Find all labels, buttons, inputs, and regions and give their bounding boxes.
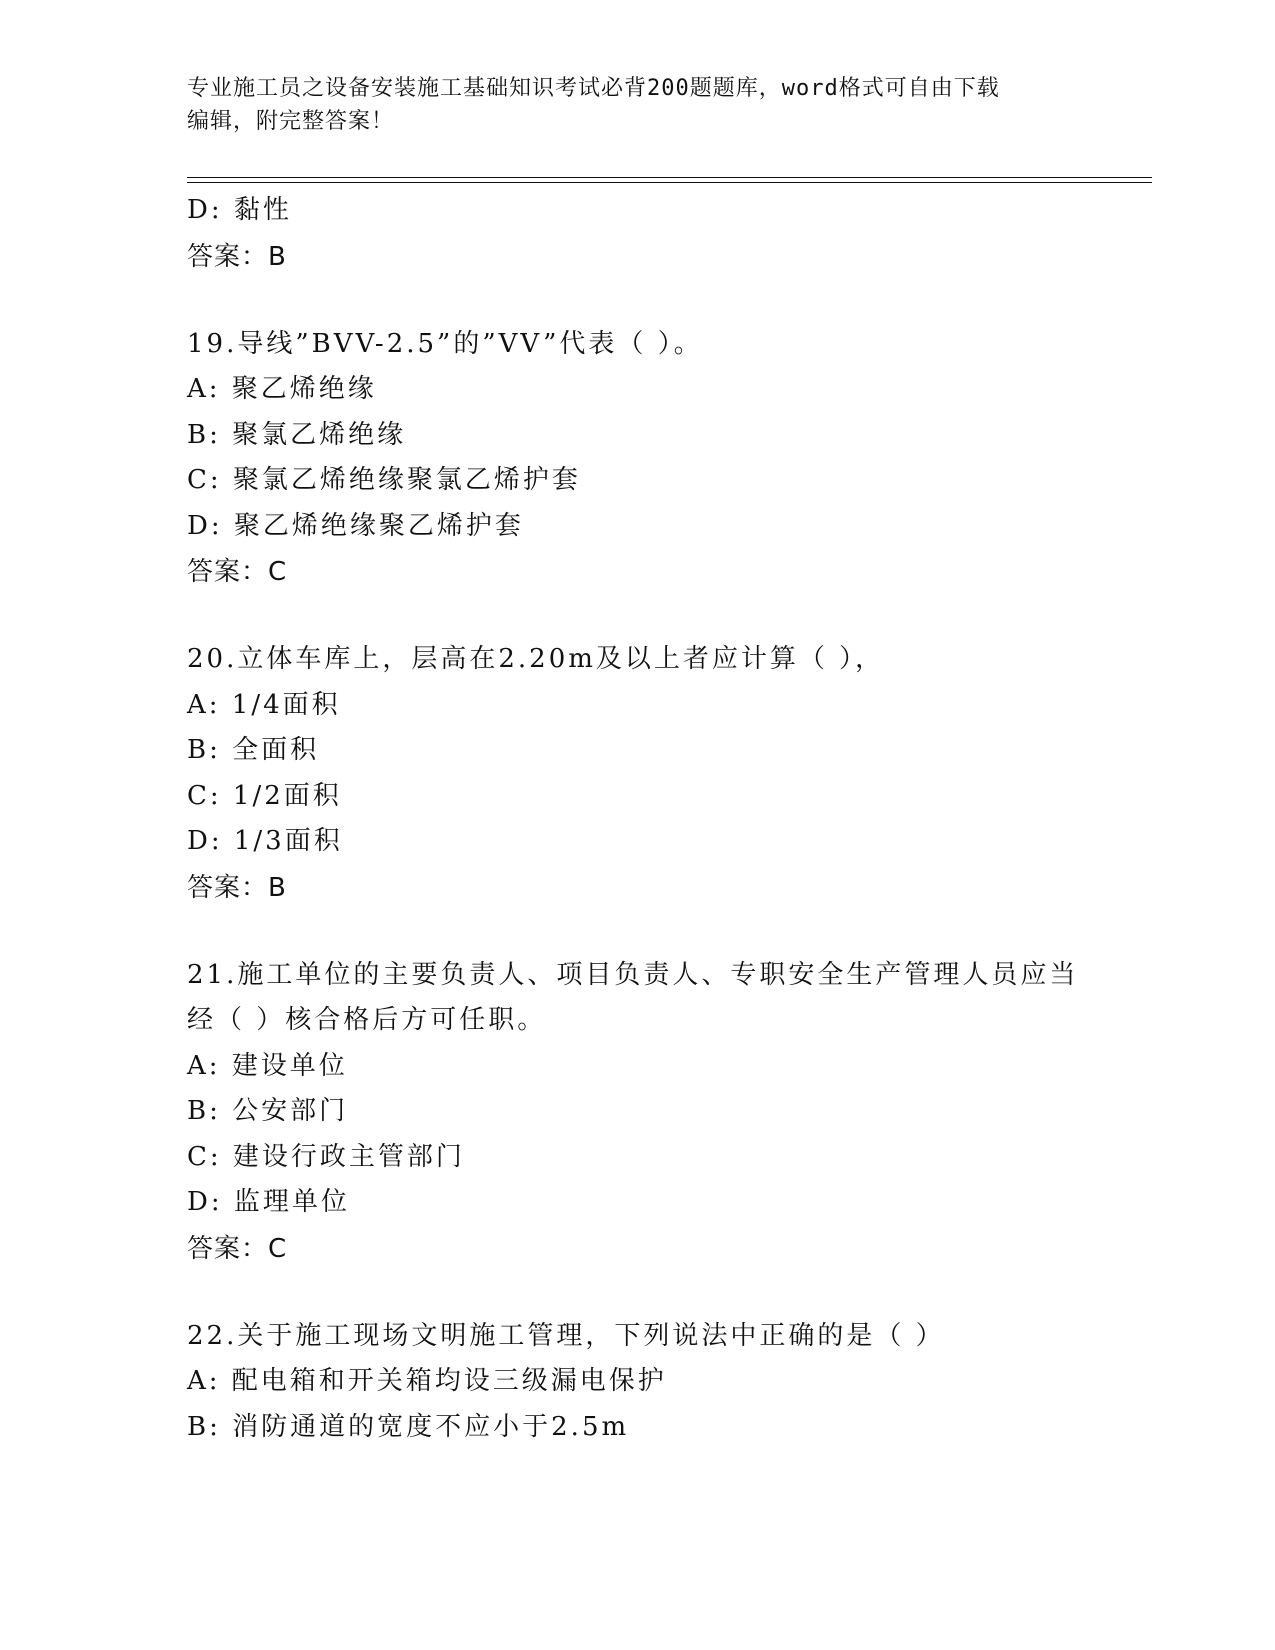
header-divider-top	[187, 177, 1152, 178]
header-title-line-1: 专业施工员之设备安装施工基础知识考试必背200题题库，word格式可自由下载	[187, 76, 1000, 101]
answer-label: 答案：C	[187, 1233, 288, 1264]
option-b: B: 消防通道的宽度不应小于2.5m	[187, 1411, 630, 1442]
document-header	[187, 72, 1087, 138]
option-a: A: 建设单位	[187, 1050, 348, 1081]
answer-label: 答案：B	[187, 872, 287, 903]
option-b: B: 聚氯乙烯绝缘	[187, 419, 407, 450]
option-c: C: 建设行政主管部门	[187, 1141, 465, 1172]
option-d: D: 黏性	[187, 195, 292, 225]
answer-label: 答案：B	[187, 241, 287, 272]
option-d: D: 1/3面积	[187, 826, 343, 856]
option-c: C: 1/2面积	[187, 780, 342, 811]
header-divider-bottom	[187, 182, 1152, 183]
answer-label: 答案：C	[187, 557, 288, 587]
header-title-line-2: 编辑，附完整答案！	[187, 109, 395, 134]
option-b: B: 全面积	[187, 735, 320, 765]
question-21	[187, 953, 1147, 1272]
question-19	[187, 322, 1147, 596]
previous-question-tail	[187, 188, 1147, 280]
question-stem: 22.关于施工现场文明施工管理，下列说法中正确的是（ ）	[187, 1320, 945, 1351]
option-a: A: 聚乙烯绝缘	[187, 374, 377, 404]
option-a: A: 配电箱和开关箱均设三级漏电保护	[187, 1366, 667, 1396]
question-22	[187, 1314, 1147, 1451]
question-stem-line-1: 21.施工单位的主要负责人、项目负责人、专职安全生产管理人员应当	[187, 959, 1079, 990]
question-20	[187, 637, 1147, 911]
question-stem: 20.立体车库上，层高在2.20m及以上者应计算（ ），	[187, 644, 885, 674]
option-d: D: 聚乙烯绝缘聚乙烯护套	[187, 510, 524, 541]
option-d: D: 监理单位	[187, 1187, 350, 1217]
question-list	[187, 188, 1147, 1450]
question-stem: 19.导线”BVV-2.5”的”VV”代表（ ）。	[187, 328, 703, 359]
option-c: C: 聚氯乙烯绝缘聚氯乙烯护套	[187, 465, 581, 495]
option-a: A: 1/4面积	[187, 689, 341, 720]
option-b: B: 公安部门	[187, 1096, 349, 1126]
question-stem-line-2: 经（ ）核合格后方可任职。	[187, 1005, 547, 1035]
